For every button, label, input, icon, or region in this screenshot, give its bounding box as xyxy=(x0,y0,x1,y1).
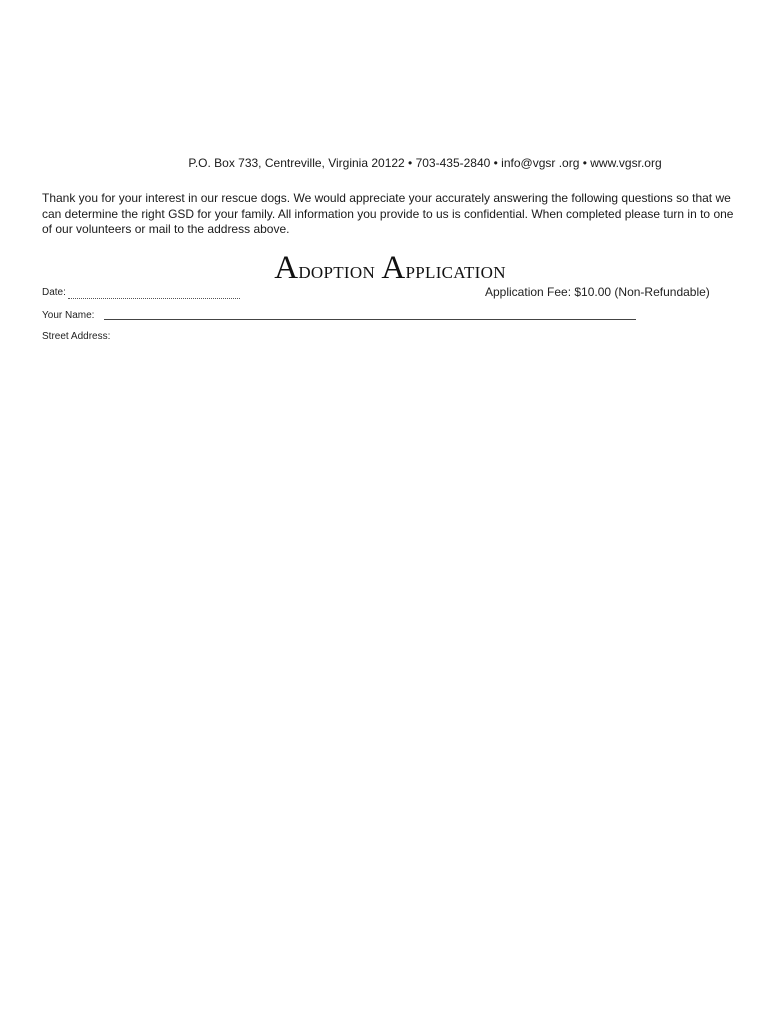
title-initial: A xyxy=(381,250,406,286)
name-field[interactable] xyxy=(104,319,636,320)
title-initial: A xyxy=(274,250,299,286)
name-label: Your Name: xyxy=(42,310,95,321)
page-title xyxy=(0,250,770,287)
intro-paragraph xyxy=(42,191,742,238)
contact-line: P.O. Box 733, Centreville, Virginia 20122 • 703-435-2840 • info@vgsr .org • www.vgsr.org xyxy=(188,156,662,170)
application-fee: Application Fee: $10.00 (Non-Refundable) xyxy=(485,285,710,299)
date-field[interactable] xyxy=(68,298,240,299)
intro-line: of our volunteers or mail to the address above. xyxy=(42,222,290,236)
intro-line: can determine the right GSD for your family. All information you provide to us is confidential. When completed please turn in to one xyxy=(42,206,734,221)
intro-line: Thank you for your interest in our rescue dogs. We would appreciate your accurately answering the following questions so that we xyxy=(42,191,731,205)
street-address-label: Street Address: xyxy=(42,331,111,342)
title-rest: doption xyxy=(298,258,376,284)
title-rest: pplication xyxy=(405,258,506,284)
date-label: Date: xyxy=(42,287,66,298)
